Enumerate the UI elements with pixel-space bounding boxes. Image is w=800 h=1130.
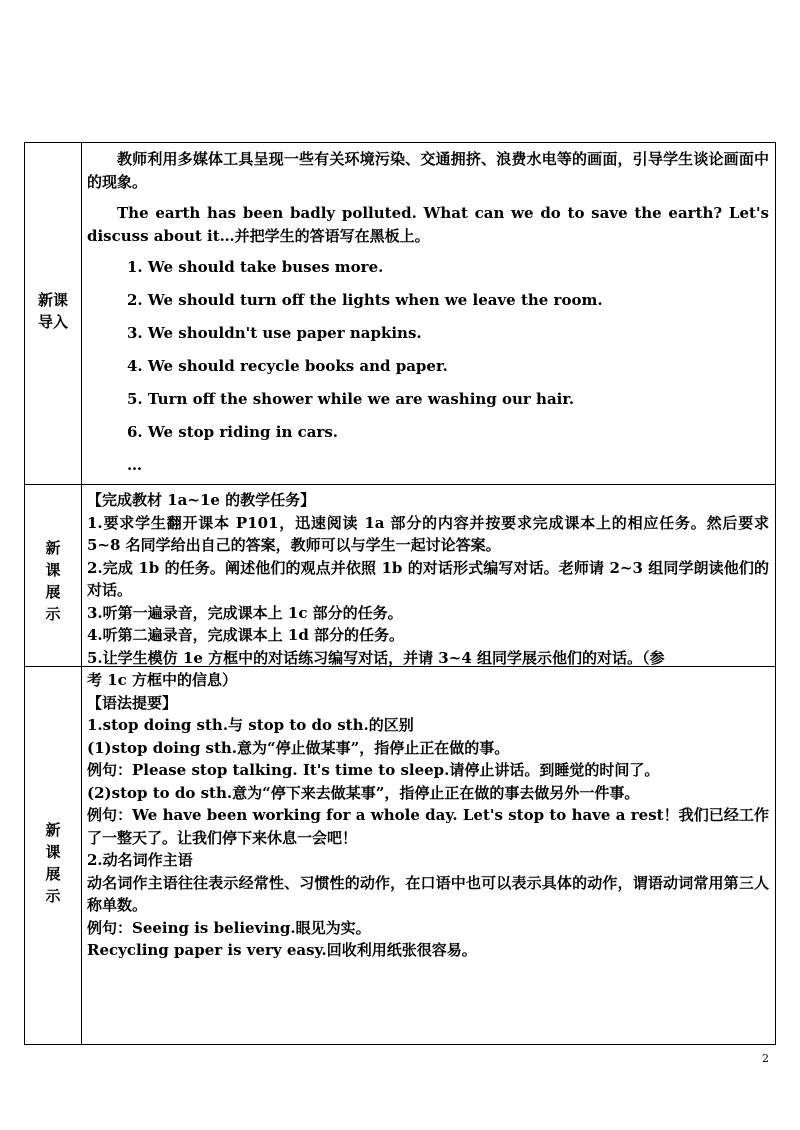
label-char: 课 [45,843,61,861]
label-char: 新 [45,539,61,557]
label-line: 新课 [37,291,68,309]
list-item: 6. We stop riding in cars. [127,423,339,441]
tasks-heading: 【完成教材 1a~1e 的教学任务】 [87,491,316,509]
grammar-content [87,669,769,962]
label-char: 展 [45,865,61,883]
label-char: 课 [45,561,61,579]
grammar-point-title: 1.stop doing sth.与 stop to do sth.的区别 [87,716,414,734]
list-item: 3. We shouldn't use paper napkins. [127,324,422,342]
example-sentence: Recycling paper is very easy.回收利用纸张很容易。 [87,941,477,959]
ellipsis: … [127,456,142,474]
lesson-table [24,142,776,1045]
example-sentence: 例句：We have been working for a whole day. Let's stop to have a rest！我们已经工作了一整天了。让我们停下来休息一会吧！ [87,806,769,847]
label-char: 示 [45,605,61,623]
grammar-point: (1)stop doing sth.意为“停止做某事”，指停止正在做的事。 [87,738,510,757]
label-char: 展 [45,583,61,601]
task-item: 1.要求学生翻开课本 P101，迅速阅读 1a 部分的内容并按要求完成课本上的相应任务。然后要求 5~8 名同学给出自己的答案，教师可以与学生一起讨论答案。 [87,513,769,554]
row-new-lesson-display-2 [25,666,775,1044]
grammar-point-title: 2.动名词作主语 [87,851,193,869]
example-sentence: 例句：Seeing is believing.眼见为实。 [87,918,371,937]
task-item: 4.听第二遍录音，完成课本上 1d 部分的任务。 [87,626,405,644]
task-item: 5.让学生模仿 1e 方框中的对话练习编写对话，并请 3~4 组同学展示他们的对话。（参 [87,648,665,667]
answer-list [87,251,769,482]
task-item: 2.完成 1b 的任务。阐述他们的观点并依照 1b 的对话形式编写对话。老师请 2~3 组同学朗读他们的对话。 [87,558,769,599]
task-item: 3.听第一遍录音，完成课本上 1c 部分的任务。 [87,603,403,622]
task-continuation: 考 1c 方框中的信息） [87,671,238,689]
intro-paragraph-english: The earth has been badly polluted. What can we do to save the earth? Let's discuss about it…并把学生的答语写在黑板上。 [87,204,769,245]
intro-content [87,148,769,482]
intro-paragraph: 教师利用多媒体工具呈现一些有关环境污染、交通拥挤、浪费水电等的画面，引导学生谈论画面中的现象。 [87,150,769,191]
column-divider [81,667,82,1044]
label-line: 导入 [37,313,68,331]
row-label-display [25,819,81,907]
page-number: 2 [762,1052,769,1065]
list-item: 4. We should recycle books and paper. [127,357,448,375]
row-label-display [25,537,81,625]
list-item: 2. We should turn off the lights when we leave the room. [127,291,603,309]
list-item: 1. We should take buses more. [127,258,384,276]
grammar-description: 动名词作主语往往表示经常性、习惯性的动作，在口语中也可以表示具体的动作，谓语动词常用第三人称单数。 [87,873,769,914]
label-char: 新 [45,821,61,839]
grammar-heading: 【语法提要】 [87,693,178,712]
column-divider [81,143,82,484]
row-new-lesson-intro [25,143,775,484]
column-divider [81,485,82,666]
example-sentence: 例句：Please stop talking. It's time to sleep.请停止讲话。到睡觉的时间了。 [87,761,660,779]
row-label-intro [25,289,81,333]
row-new-lesson-display-1 [25,484,775,666]
label-char: 示 [45,887,61,905]
grammar-point: (2)stop to do sth.意为“停下来去做某事”，指停止正在做的事去做另外一件事。 [87,783,640,802]
tasks-content [87,489,769,669]
list-item: 5. Turn off the shower while we are washing our hair. [127,390,575,408]
